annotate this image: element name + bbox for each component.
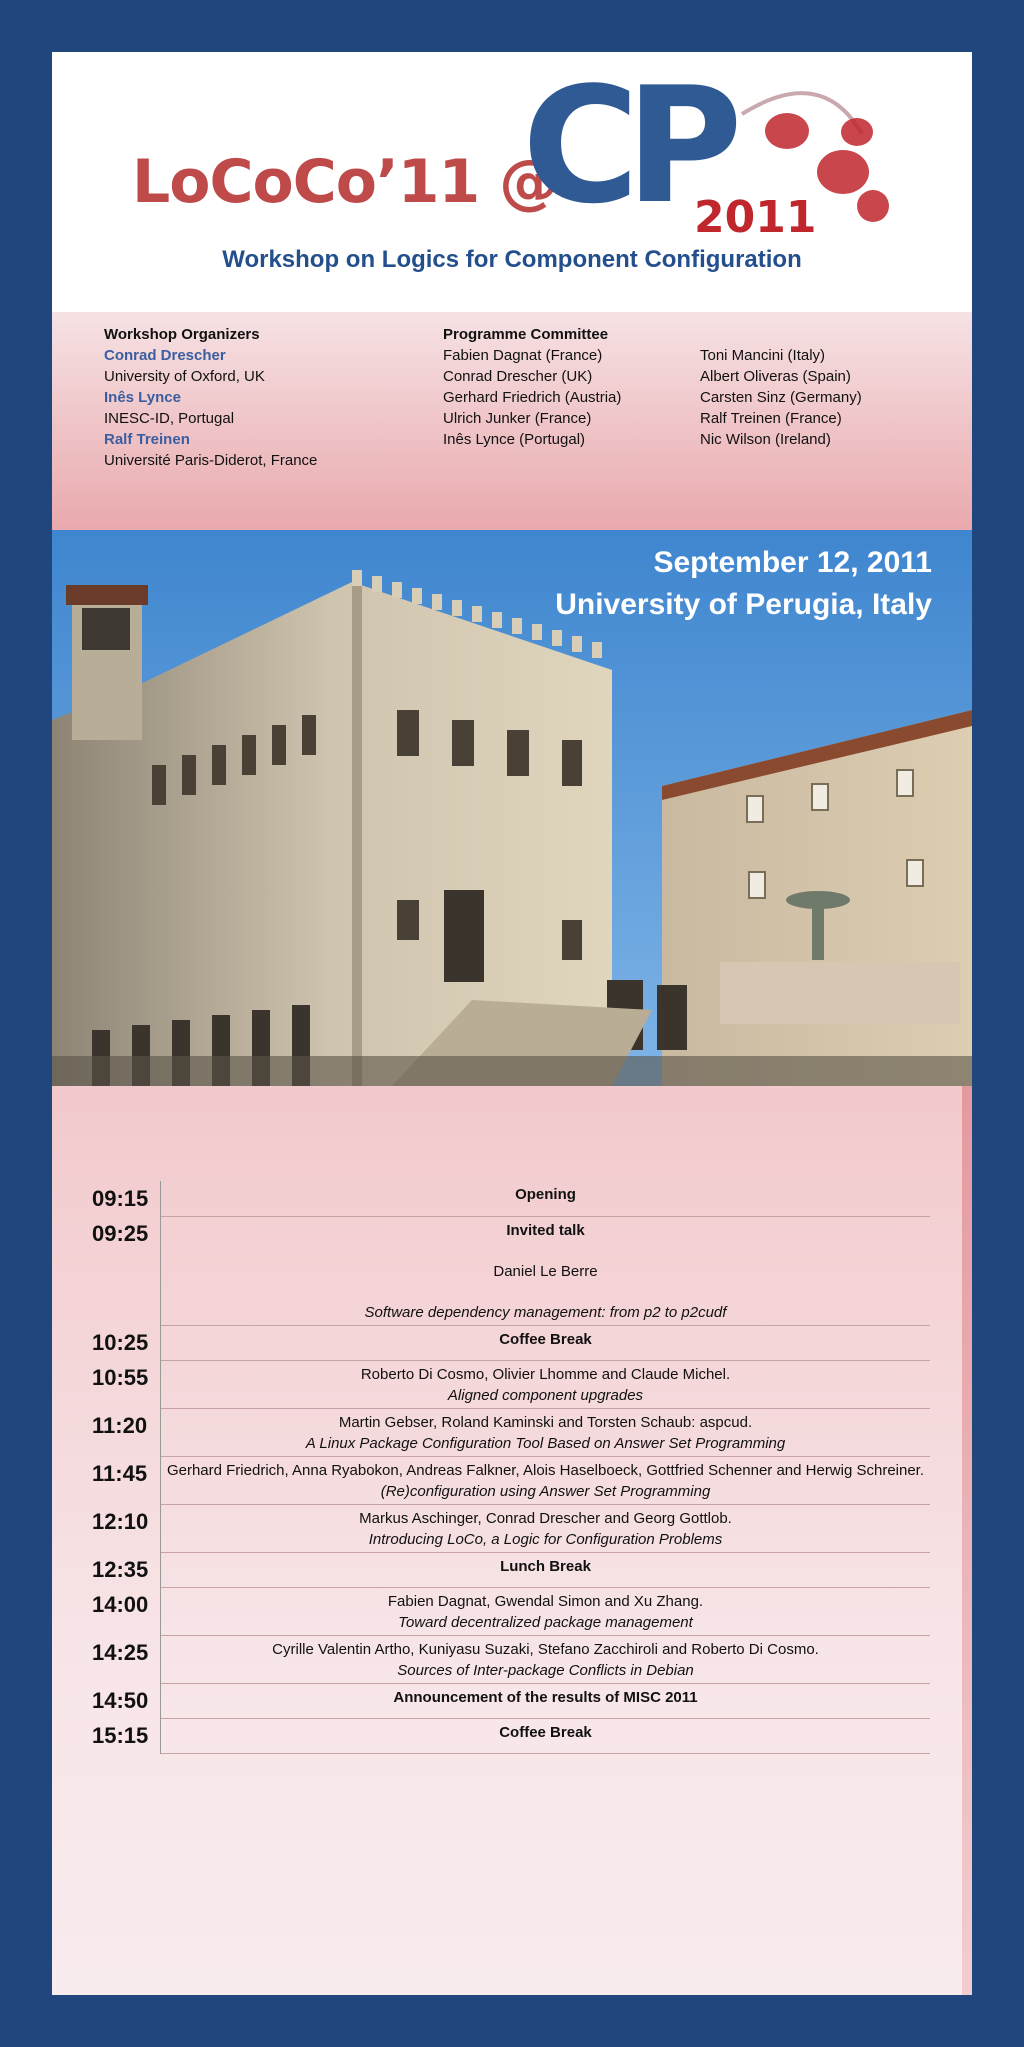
- header: [52, 52, 972, 312]
- cp-year: 2011: [694, 192, 817, 243]
- event-date: September 12, 2011: [653, 546, 932, 579]
- schedule-row: [92, 1683, 930, 1718]
- schedule-row: [92, 1360, 930, 1408]
- schedule-entry: [161, 1587, 931, 1635]
- committee-heading: Programme Committee: [443, 326, 609, 343]
- talk-authors: Daniel Le Berre: [493, 1262, 598, 1280]
- schedule-row: [92, 1408, 930, 1456]
- talk-authors: Roberto Di Cosmo, Olivier Lhomme and Claude Michel.: [360, 1365, 731, 1383]
- event-info: [555, 542, 932, 626]
- organizer-affiliation: Université Paris-Diderot, France: [104, 452, 318, 469]
- schedule-entry: [161, 1181, 931, 1216]
- organizer-name: Inês Lynce: [104, 389, 181, 406]
- perugia-photo: [52, 530, 972, 1086]
- committee-member: Ralf Treinen (France): [700, 410, 842, 427]
- talk-title: Introducing LoCo, a Logic for Configuration Problems: [368, 1530, 723, 1548]
- session-label: Lunch Break: [500, 1557, 591, 1575]
- schedule-table: [92, 1181, 930, 1754]
- schedule-time: 09:25: [92, 1216, 161, 1325]
- schedule-time: 15:15: [92, 1718, 161, 1753]
- schedule-entry: [161, 1456, 931, 1504]
- talk-title: (Re)configuration using Answer Set Programming: [380, 1482, 711, 1500]
- talk-authors: Markus Aschinger, Conrad Drescher and Georg Gottlob.: [359, 1509, 732, 1527]
- committee-member: Fabien Dagnat (France): [443, 347, 603, 364]
- schedule-entry: [161, 1216, 931, 1325]
- schedule-entry: [161, 1408, 931, 1456]
- organizer-affiliation: INESC-ID, Portugal: [104, 410, 235, 427]
- talk-title: Aligned component upgrades: [447, 1386, 644, 1404]
- committee-member: Nic Wilson (Ireland): [700, 431, 831, 448]
- talk-title: Sources of Inter-package Conflicts in Debian: [397, 1661, 694, 1679]
- talk-title: Toward decentralized package management: [398, 1613, 693, 1631]
- schedule-row: [92, 1718, 930, 1753]
- talk-authors: Fabien Dagnat, Gwendal Simon and Xu Zhang.: [387, 1592, 704, 1610]
- committee-member: Gerhard Friedrich (Austria): [443, 389, 622, 406]
- schedule-time: 10:55: [92, 1360, 161, 1408]
- cp-letters: CP: [522, 52, 729, 239]
- talk-authors: Gerhard Friedrich, Anna Ryabokon, Andreas Falkner, Alois Haselboeck, Gottfried Schenner and Herwig Schreiner.: [166, 1461, 925, 1479]
- schedule-entry: [161, 1325, 931, 1360]
- committee-member: Inês Lynce (Portugal): [443, 431, 586, 448]
- schedule-time: 14:25: [92, 1635, 161, 1683]
- organizer-name: Conrad Drescher: [104, 347, 226, 364]
- talk-authors: Martin Gebser, Roland Kaminski and Torsten Schaub: aspcud.: [338, 1413, 753, 1431]
- schedule-entry: [161, 1718, 931, 1753]
- schedule-time: 10:25: [92, 1325, 161, 1360]
- schedule-border: [962, 1086, 972, 1995]
- event-place: University of Perugia, Italy: [555, 588, 932, 621]
- workshop-title: LoCoCo’11 @: [132, 147, 559, 217]
- schedule-time: 11:45: [92, 1456, 161, 1504]
- schedule-row: [92, 1181, 930, 1216]
- cp2011-logo: [522, 52, 942, 274]
- schedule-time: 14:00: [92, 1587, 161, 1635]
- organizer-affiliation: University of Oxford, UK: [104, 368, 265, 385]
- session-label: Opening: [515, 1186, 576, 1203]
- schedule-time: 11:20: [92, 1408, 161, 1456]
- poster: [52, 52, 972, 1995]
- spacer: [161, 1241, 930, 1261]
- committee-member: Toni Mancini (Italy): [700, 347, 826, 364]
- workshop-subtitle: Workshop on Logics for Component Configuration: [222, 246, 802, 273]
- organizers-column: [104, 324, 317, 471]
- schedule-time: 12:10: [92, 1504, 161, 1552]
- spacer: [161, 1282, 930, 1302]
- committee-column-2: [700, 345, 862, 450]
- talk-title: Software dependency management: from p2 to p2cudf: [364, 1303, 727, 1321]
- schedule-time: 12:35: [92, 1552, 161, 1587]
- schedule-time: 14:50: [92, 1683, 161, 1718]
- schedule-entry: [161, 1360, 931, 1408]
- schedule-row: [92, 1216, 930, 1325]
- session-label: Coffee Break: [499, 1330, 592, 1348]
- schedule-entry: [161, 1635, 931, 1683]
- talk-authors: Cyrille Valentin Artho, Kuniyasu Suzaki, Stefano Zacchiroli and Roberto Di Cosmo.: [272, 1640, 819, 1658]
- committee-member: Albert Oliveras (Spain): [700, 368, 851, 385]
- talk-title: A Linux Package Configuration Tool Based on Answer Set Programming: [305, 1434, 786, 1452]
- committee-member: Carsten Sinz (Germany): [700, 389, 862, 406]
- committee-member: Ulrich Junker (France): [443, 410, 592, 427]
- schedule-entry: [161, 1552, 931, 1587]
- session-label: Invited talk: [506, 1221, 585, 1239]
- schedule-row: [92, 1504, 930, 1552]
- committee-member: Conrad Drescher (UK): [443, 368, 593, 385]
- schedule-time: 09:15: [92, 1181, 161, 1216]
- session-label: Announcement of the results of MISC 2011: [393, 1688, 698, 1706]
- schedule-section: [52, 1086, 972, 1995]
- schedule-entry: [161, 1683, 931, 1718]
- schedule-row: [92, 1635, 930, 1683]
- organizer-name: Ralf Treinen: [104, 431, 190, 448]
- committee-section: [52, 312, 972, 530]
- organizers-heading: Workshop Organizers: [104, 326, 260, 343]
- committee-column-1: [443, 324, 621, 450]
- schedule-entry: [161, 1504, 931, 1552]
- session-label: Coffee Break: [499, 1723, 592, 1741]
- schedule-row: [92, 1325, 930, 1360]
- schedule-row: [92, 1587, 930, 1635]
- schedule-row: [92, 1456, 930, 1504]
- schedule-row: [92, 1552, 930, 1587]
